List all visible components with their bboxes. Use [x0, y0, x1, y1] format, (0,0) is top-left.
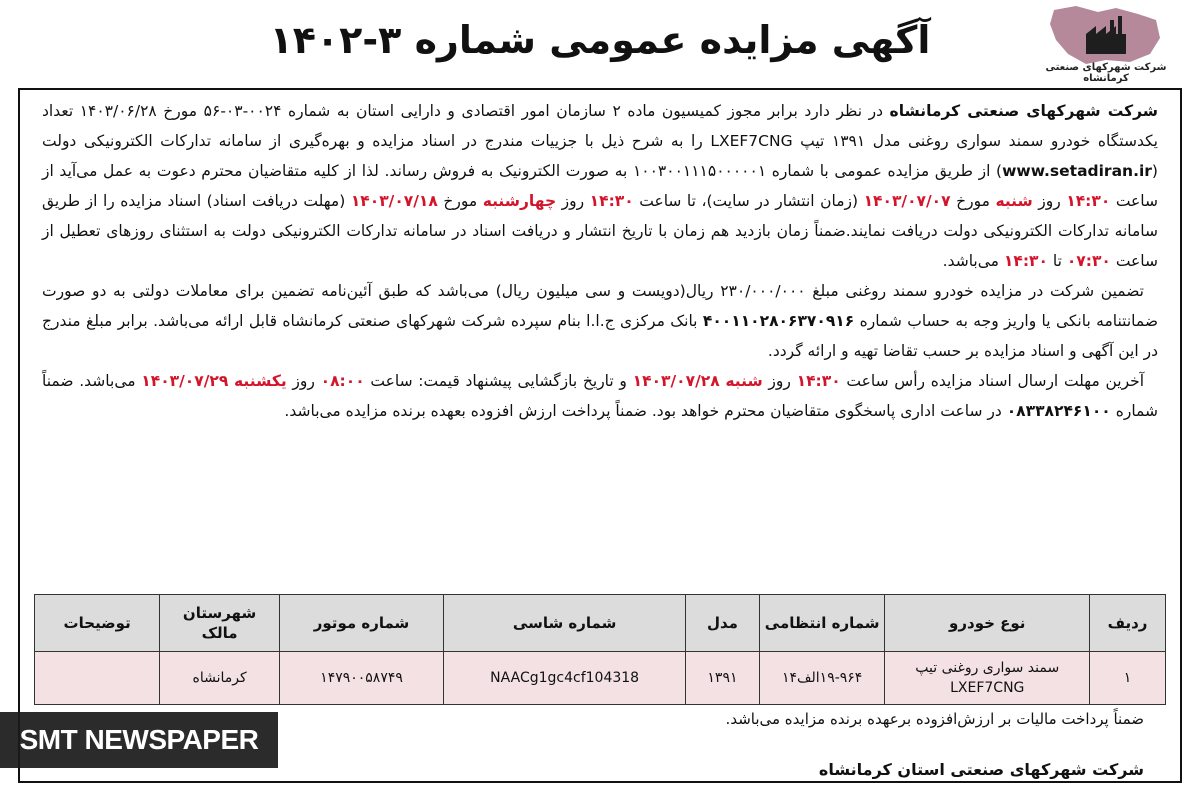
table-cell: ۱۴۷۹۰۰۵۸۷۴۹: [279, 652, 443, 705]
table-cell: ۱۹-۹۶۴الف۱۴: [759, 652, 885, 705]
phone-number: ۰۸۳۳۸۲۴۶۱۰۰: [1006, 402, 1111, 420]
day-highlight: شنبه: [995, 192, 1033, 210]
table-header-row: [35, 595, 1166, 652]
notice-body: [42, 96, 1158, 426]
column-header: شماره موتور: [279, 595, 443, 652]
text: روز: [762, 372, 797, 390]
text: تضمین شرکت در مزایده خودرو سمند روغنی مبلغ ۲۳۰/۰۰۰/۰۰۰ ریال(دویست و سی میلیون ریال) می‌باشد که طبق آئین‌نامه تضمین برای معاملات دولتی به دو صورت ضمانتنامه بانکی یا واریز وجه به حساب شماره: [42, 282, 1158, 330]
date-highlight: ۱۴۰۳/۰۷/۲۹: [141, 372, 229, 390]
column-header: مدل: [686, 595, 760, 652]
column-header: نوع خودرو: [885, 595, 1090, 652]
time-highlight: ۱۴:۳۰: [1003, 252, 1048, 270]
time-highlight: ۱۴:۳۰: [1066, 192, 1111, 210]
text: را به شرح ذیل با جزییات مندرج در اسناد مزایده و بهره‌گیری از سامانه تدارکات الکترونیکی دولت (: [42, 132, 1158, 180]
time-highlight: ۰۷:۳۰: [1066, 252, 1111, 270]
text: می‌باشد.: [942, 252, 1004, 270]
table-cell: کرمانشاه: [160, 652, 280, 705]
day-highlight: شنبه: [725, 372, 763, 390]
text: تا: [1047, 252, 1067, 270]
column-header: ردیف: [1090, 595, 1166, 652]
column-header: شماره شاسی: [444, 595, 686, 652]
paragraph-2: [42, 276, 1158, 366]
logo-caption: شرکت شهرکهای صنعتی کرمانشاه: [1045, 62, 1167, 84]
table-cell: ۱۳۹۱: [686, 652, 760, 705]
vehicle-table: [34, 594, 1166, 705]
day-highlight: یکشنبه: [234, 372, 287, 390]
time-highlight: ۱۴:۳۰: [796, 372, 841, 390]
page-title: آگهی مزایده عمومی شماره ۳-۱۴۰۲: [269, 18, 931, 62]
website-link[interactable]: www.setadiran.ir: [1002, 162, 1152, 180]
text: (زمان انتشار در سایت)، تا ساعت: [633, 192, 864, 210]
vehicle-type: LXEF7CNG: [710, 132, 793, 150]
text: و تاریخ بازگشایی پیشنهاد قیمت: ساعت: [364, 372, 633, 390]
date-highlight: ۱۴۰۳/۰۷/۲۸: [632, 372, 720, 390]
watermark: SMT NEWSPAPER: [0, 712, 278, 768]
table-cell: NAACg1gc4cf104318: [444, 652, 686, 705]
paragraph-1: [42, 96, 1158, 276]
signature: شرکت شهرکهای صنعتی استان کرمانشاه: [818, 760, 1144, 779]
text: مورخ: [437, 192, 483, 210]
time-highlight: ۰۸:۰۰: [320, 372, 365, 390]
column-header: شهرستان مالک: [160, 595, 280, 652]
footnote: ضمناً پرداخت مالیات بر ارزش‌افزوده برعهده برنده مزایده می‌باشد.: [725, 710, 1144, 728]
text: ) از طریق مزایده عمومی با شماره ۱۰۰۳۰۰۱۱۱۵۰۰۰۰۰۱ به صورت الکترونیک به فروش رساند. لذا از کلیه متقاضیان محترم دعوت به عمل می‌آید از ساعت: [42, 162, 1159, 210]
time-highlight: ۱۴:۳۰: [589, 192, 634, 210]
table-row: [35, 652, 1166, 705]
table-cell: ۱: [1090, 652, 1166, 705]
text: روز: [556, 192, 590, 210]
column-header: توضیحات: [35, 595, 160, 652]
text: آخرین مهلت ارسال اسناد مزایده رأس ساعت: [840, 372, 1145, 390]
text: (مهلت دریافت اسناد) اسناد مزایده را از طریق سامانه تدارکات الکترونیکی دولت دریافت نمایند.ضمناً زمان بازدید هم زمان با تاریخ انتشار و دریافت اسناد در سامانه تدارکات الکترونیکی دولت به استثنای روزهای تعطیل از ساعت: [42, 192, 1158, 270]
company-logo: [1026, 4, 1186, 84]
notice-frame: [18, 88, 1182, 783]
text: در ساعت اداری پاسخگوی متقاضیان محترم خواهد بود. ضمناً پرداخت ارزش افزوده بعهده برنده مزایده می‌باشد.: [284, 402, 1007, 420]
text: روز: [1032, 192, 1067, 210]
text: در نظر دارد برابر مجوز کمیسیون ماده ۲ سازمان امور اقتصادی و دارایی استان به شماره ۰۰۲۴-۰۳-۵۶ مورخ ۱۴۰۳/۰۶/۲۸ تعداد یکدستگاه خودرو سمند سواری روغنی مدل ۱۳۹۱ تیپ: [42, 102, 1158, 150]
iran-map-factory-icon: [1046, 4, 1166, 66]
paragraph-3: [42, 366, 1158, 426]
text: بانک مرکزی ج.ا.ا بنام سپرده شرکت شهرکهای صنعتی کرمانشاه قابل ارائه می‌باشد. برابر مبلغ مندرج در این آگهی و اسناد مزایده بر حسب تقاضا تهیه و ارائه گردد.: [42, 312, 1158, 360]
date-highlight: ۱۴۰۳/۰۷/۰۷: [863, 192, 951, 210]
company-name: شرکت شهرکهای صنعتی کرمانشاه: [889, 102, 1159, 120]
column-header: شماره انتظامی: [759, 595, 885, 652]
table-cell: [35, 652, 160, 705]
text: مورخ: [950, 192, 996, 210]
text: می‌باشد. ضمناً شماره: [42, 372, 1158, 420]
table-cell: سمند سواری روغنی تیپ LXEF7CNG: [885, 652, 1090, 705]
date-highlight: ۱۴۰۳/۰۷/۱۸: [350, 192, 438, 210]
text: روز: [286, 372, 321, 390]
day-highlight: چهارشنبه: [482, 192, 557, 210]
account-number: ۴۰۰۱۱۰۲۸۰۶۳۷۰۹۱۶: [702, 312, 855, 330]
